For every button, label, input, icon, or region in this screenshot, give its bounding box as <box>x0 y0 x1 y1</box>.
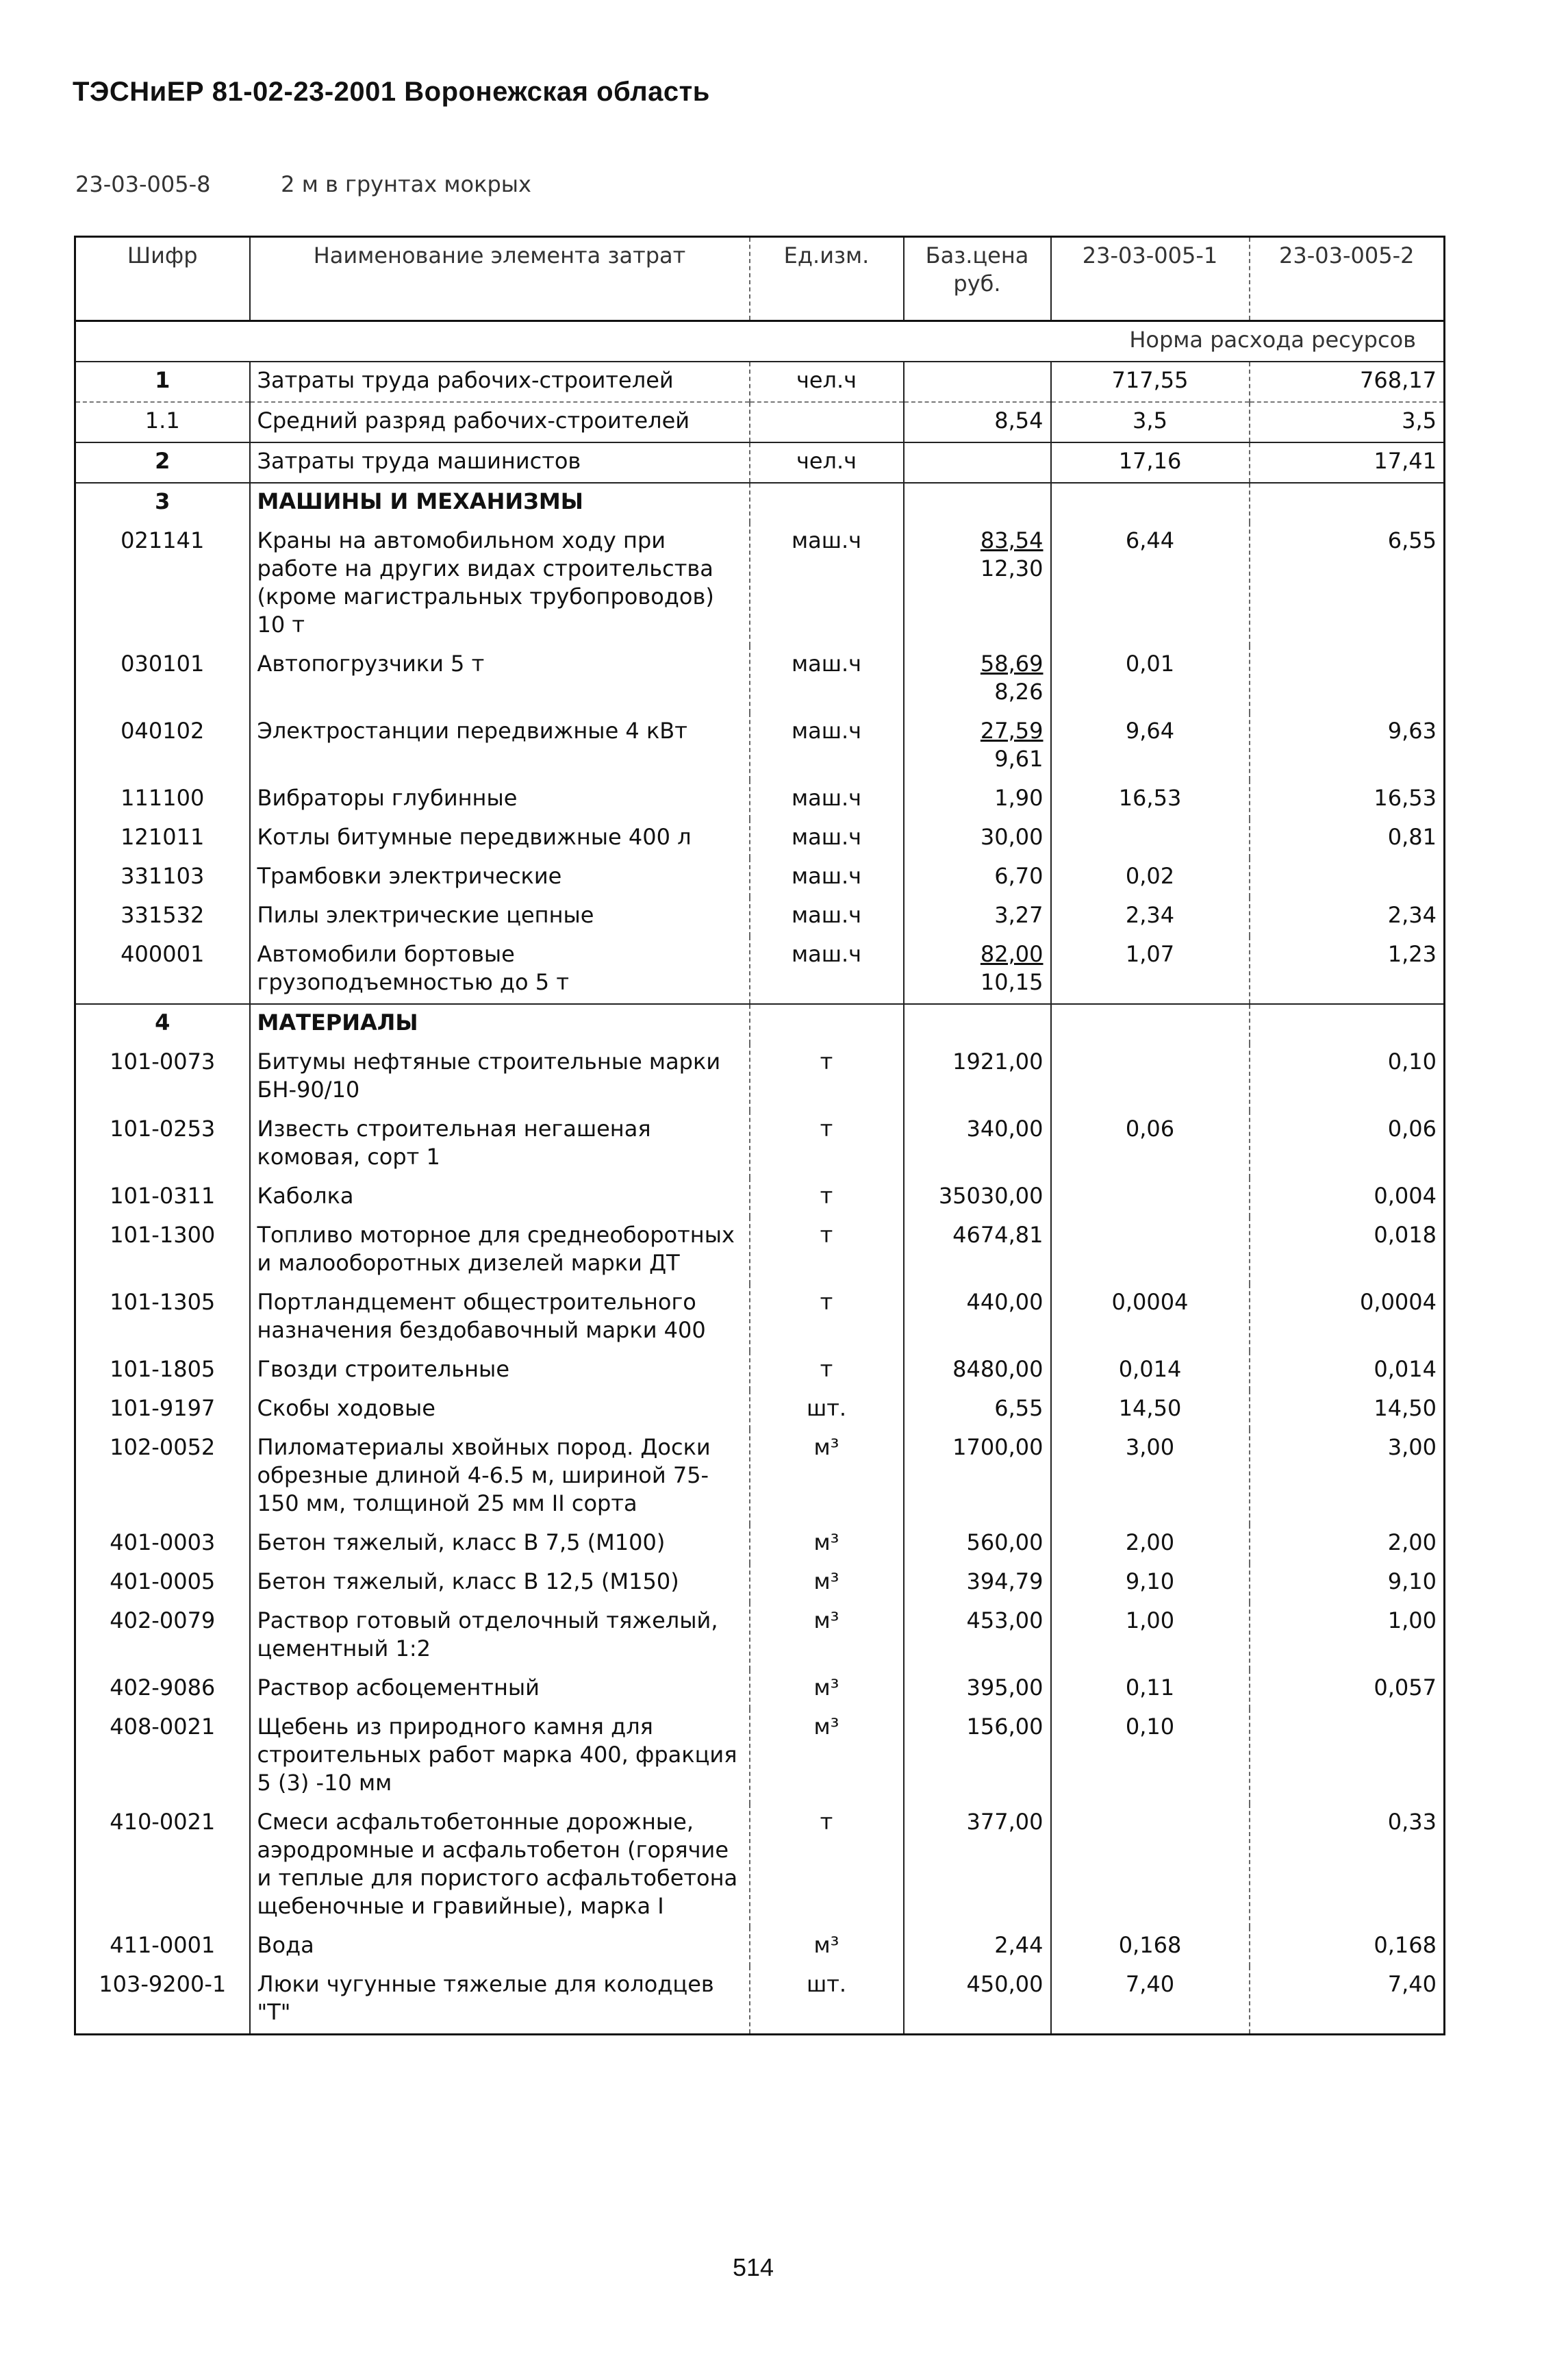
row-norm-2: 3,5 <box>1250 402 1445 442</box>
row-unit: маш.ч <box>750 523 904 646</box>
row-name: Скобы ходовые <box>250 1390 750 1429</box>
row-norm-2: 14,50 <box>1250 1390 1445 1429</box>
row-norm-2 <box>1250 858 1445 897</box>
row-unit: т <box>750 1217 904 1284</box>
row-norm-2: 0,81 <box>1250 819 1445 858</box>
row-unit: маш.ч <box>750 780 904 819</box>
row-unit: м³ <box>750 1603 904 1670</box>
row-price-value: 82,00 <box>980 941 1044 967</box>
table-row <box>75 1044 1445 1111</box>
row-price <box>904 1044 1051 1111</box>
row-price-value: 560,00 <box>966 1529 1044 1555</box>
row-norm-1: 0,11 <box>1051 1670 1250 1709</box>
section-row <box>75 1004 1445 1044</box>
row-price <box>904 1429 1051 1525</box>
row-norm-1: 3,00 <box>1051 1429 1250 1525</box>
row-price-value: 156,00 <box>966 1714 1044 1740</box>
row-name: Бетон тяжелый, класс В 12,5 (М150) <box>250 1564 750 1603</box>
row-norm-2: 17,41 <box>1250 442 1445 483</box>
row-code: 401-0005 <box>110 1568 216 1594</box>
row-norm-1: 17,16 <box>1051 442 1250 483</box>
row-code: 102-0052 <box>110 1434 216 1460</box>
row-price-value: 6,70 <box>994 863 1044 889</box>
row-norm-2: 0,168 <box>1250 1927 1445 1966</box>
row-name: Портландцемент общестроительного назначения бездобавочный марки 400 <box>250 1284 750 1351</box>
row-price <box>904 402 1051 442</box>
table-row <box>75 1966 1445 2035</box>
row-price <box>904 523 1051 646</box>
table-row <box>75 819 1445 858</box>
row-code: 101-0311 <box>110 1183 216 1209</box>
row-norm-1: 0,01 <box>1051 646 1250 713</box>
row-price <box>904 362 1051 402</box>
table-row <box>75 780 1445 819</box>
row-price-value: 453,00 <box>966 1607 1044 1633</box>
row-price-value: 395,00 <box>966 1675 1044 1701</box>
row-norm-1: 1,07 <box>1051 936 1250 1004</box>
row-norm-1: 0,014 <box>1051 1351 1250 1390</box>
table-row <box>75 1804 1445 1927</box>
norm-label: Норма расхода ресурсов <box>75 321 1445 362</box>
row-price <box>904 1178 1051 1217</box>
row-price-value: 3,27 <box>994 902 1044 928</box>
row-name: Пиломатериалы хвойных пород. Доски обрезные длиной 4-6.5 м, шириной 75-150 мм, толщиной 25 мм II сорта <box>250 1429 750 1525</box>
page-title: ТЭСНиЕР 81-02-23-2001 Воронежская область <box>73 77 710 107</box>
row-code: 402-0079 <box>110 1607 216 1633</box>
table-row <box>75 1111 1445 1178</box>
row-price <box>904 1670 1051 1709</box>
col-header-code: Шифр <box>75 237 250 321</box>
row-name: Щебень из природного камня для строительных работ марка 400, фракция 5 (3) -10 мм <box>250 1709 750 1804</box>
row-price-value: 8480,00 <box>952 1356 1044 1382</box>
table-row <box>75 1284 1445 1351</box>
row-price-wage: 10,15 <box>980 969 1044 995</box>
row-norm-2 <box>1250 1004 1445 1044</box>
row-price-value: 83,54 <box>980 527 1044 553</box>
row-price-value: 450,00 <box>966 1971 1044 1997</box>
row-norm-1: 0,02 <box>1051 858 1250 897</box>
row-unit: т <box>750 1044 904 1111</box>
row-unit: маш.ч <box>750 646 904 713</box>
row-unit: м³ <box>750 1525 904 1564</box>
row-price <box>904 1804 1051 1927</box>
row-name: Вода <box>250 1927 750 1966</box>
row-norm-1 <box>1051 1217 1250 1284</box>
row-price-value: 30,00 <box>980 824 1044 850</box>
row-price <box>904 1564 1051 1603</box>
row-code: 101-1305 <box>110 1289 216 1315</box>
row-norm-2: 1,00 <box>1250 1603 1445 1670</box>
row-price-wage: 9,61 <box>994 746 1044 772</box>
row-unit: т <box>750 1111 904 1178</box>
row-code: 1 <box>75 362 250 402</box>
row-name: Раствор готовый отделочный тяжелый, цементный 1:2 <box>250 1603 750 1670</box>
row-price-value: 2,44 <box>994 1932 1044 1958</box>
row-price <box>904 1111 1051 1178</box>
row-norm-2: 0,0004 <box>1250 1284 1445 1351</box>
row-code: 400001 <box>121 941 205 967</box>
row-norm-1 <box>1051 483 1250 523</box>
row-name: Трамбовки электрические <box>250 858 750 897</box>
row-price <box>904 1217 1051 1284</box>
row-norm-2 <box>1250 646 1445 713</box>
col-header-name: Наименование элемента затрат <box>250 237 750 321</box>
row-code: 040102 <box>121 718 205 744</box>
row-unit: м³ <box>750 1709 904 1804</box>
col-header-norm-2: 23-03-005-2 <box>1250 237 1445 321</box>
row-unit: маш.ч <box>750 897 904 936</box>
table-header-row <box>75 237 1445 321</box>
row-price <box>904 442 1051 483</box>
table-row <box>75 1351 1445 1390</box>
row-price <box>904 483 1051 523</box>
row-price <box>904 646 1051 713</box>
row-norm-1: 6,44 <box>1051 523 1250 646</box>
table-row <box>75 1178 1445 1217</box>
section-row <box>75 483 1445 523</box>
row-unit: т <box>750 1804 904 1927</box>
row-code: 101-0073 <box>110 1049 216 1075</box>
row-name: Электростанции передвижные 4 кВт <box>250 713 750 780</box>
row-norm-2 <box>1250 1709 1445 1804</box>
row-name: Пилы электрические цепные <box>250 897 750 936</box>
row-norm-1 <box>1051 1044 1250 1111</box>
row-name: Битумы нефтяные строительные марки БН-90/10 <box>250 1044 750 1111</box>
row-norm-2: 9,10 <box>1250 1564 1445 1603</box>
row-norm-1: 9,64 <box>1051 713 1250 780</box>
row-price-wage: 12,30 <box>980 555 1044 581</box>
table-row <box>75 1670 1445 1709</box>
table-row <box>75 1564 1445 1603</box>
row-code: 111100 <box>121 785 205 811</box>
row-price <box>904 1004 1051 1044</box>
row-unit <box>750 402 904 442</box>
row-price-value: 377,00 <box>966 1809 1044 1835</box>
row-price-value: 340,00 <box>966 1116 1044 1142</box>
row-price <box>904 1709 1051 1804</box>
row-norm-2: 0,014 <box>1250 1351 1445 1390</box>
row-norm-2: 2,34 <box>1250 897 1445 936</box>
row-unit: т <box>750 1178 904 1217</box>
row-norm-1: 0,10 <box>1051 1709 1250 1804</box>
row-price-value: 440,00 <box>966 1289 1044 1315</box>
row-norm-1: 7,40 <box>1051 1966 1250 2035</box>
row-code: 331532 <box>121 902 205 928</box>
row-norm-1: 9,10 <box>1051 1564 1250 1603</box>
row-code: 101-1300 <box>110 1222 216 1248</box>
row-price-value: 1,90 <box>994 785 1044 811</box>
table-row <box>75 1709 1445 1804</box>
row-unit: чел.ч <box>750 442 904 483</box>
col-header-unit: Ед.изм. <box>750 237 904 321</box>
row-norm-1: 0,168 <box>1051 1927 1250 1966</box>
row-unit: т <box>750 1351 904 1390</box>
row-name: Вибраторы глубинные <box>250 780 750 819</box>
row-price-value: 1921,00 <box>952 1049 1044 1075</box>
row-unit: шт. <box>750 1966 904 2035</box>
row-code: 101-9197 <box>110 1395 216 1421</box>
subheading-code: 23-03-005-8 <box>75 171 211 197</box>
row-name: МАШИНЫ И МЕХАНИЗМЫ <box>250 483 750 523</box>
row-norm-2 <box>1250 483 1445 523</box>
row-norm-2: 0,10 <box>1250 1044 1445 1111</box>
table-row <box>75 442 1445 483</box>
row-norm-1: 717,55 <box>1051 362 1250 402</box>
table-row <box>75 1390 1445 1429</box>
row-code: 401-0003 <box>110 1529 216 1555</box>
row-name: Затраты труда рабочих-строителей <box>250 362 750 402</box>
row-norm-2: 0,057 <box>1250 1670 1445 1709</box>
row-price <box>904 1927 1051 1966</box>
page-number: 514 <box>733 2253 774 2281</box>
table-subheading <box>75 171 531 197</box>
row-price <box>904 1525 1051 1564</box>
table-row <box>75 713 1445 780</box>
row-code: 331103 <box>121 863 205 889</box>
row-price <box>904 780 1051 819</box>
row-name: Бетон тяжелый, класс В 7,5 (М100) <box>250 1525 750 1564</box>
resource-table <box>74 236 1445 2035</box>
table-row <box>75 1927 1445 1966</box>
row-norm-1: 3,5 <box>1051 402 1250 442</box>
row-unit: м³ <box>750 1564 904 1603</box>
row-norm-1: 2,00 <box>1051 1525 1250 1564</box>
row-price <box>904 936 1051 1004</box>
row-name: Каболка <box>250 1178 750 1217</box>
row-name: Гвозди строительные <box>250 1351 750 1390</box>
row-norm-1: 1,00 <box>1051 1603 1250 1670</box>
table-row <box>75 1429 1445 1525</box>
row-price <box>904 858 1051 897</box>
row-norm-2: 7,40 <box>1250 1966 1445 2035</box>
row-unit: м³ <box>750 1927 904 1966</box>
row-code: 021141 <box>121 527 205 553</box>
table-row <box>75 402 1445 442</box>
table-row <box>75 858 1445 897</box>
row-unit: м³ <box>750 1670 904 1709</box>
row-norm-1: 14,50 <box>1051 1390 1250 1429</box>
row-code: 101-0253 <box>110 1116 216 1142</box>
row-unit: маш.ч <box>750 858 904 897</box>
row-unit: шт. <box>750 1390 904 1429</box>
row-name: Автопогрузчики 5 т <box>250 646 750 713</box>
row-unit <box>750 1004 904 1044</box>
row-norm-2: 0,018 <box>1250 1217 1445 1284</box>
row-price <box>904 819 1051 858</box>
row-code: 4 <box>75 1004 250 1044</box>
row-price-value: 4674,81 <box>952 1222 1044 1248</box>
row-unit: т <box>750 1284 904 1351</box>
row-norm-1: 0,06 <box>1051 1111 1250 1178</box>
row-code: 121011 <box>121 824 205 850</box>
row-norm-2: 16,53 <box>1250 780 1445 819</box>
row-unit: маш.ч <box>750 713 904 780</box>
row-price-value: 58,69 <box>980 651 1044 677</box>
row-norm-1 <box>1051 819 1250 858</box>
row-norm-1: 16,53 <box>1051 780 1250 819</box>
row-name: Смеси асфальтобетонные дорожные, аэродромные и асфальтобетон (горячие и теплые для пористого асфальтобетона щебеночные и гравийные), марка I <box>250 1804 750 1927</box>
row-price-value: 8,54 <box>994 407 1044 434</box>
row-code: 402-9086 <box>110 1675 216 1701</box>
table-row <box>75 936 1445 1004</box>
row-norm-1: 2,34 <box>1051 897 1250 936</box>
row-norm-1: 0,0004 <box>1051 1284 1250 1351</box>
row-norm-2: 768,17 <box>1250 362 1445 402</box>
table-row <box>75 646 1445 713</box>
row-unit <box>750 483 904 523</box>
row-norm-2: 6,55 <box>1250 523 1445 646</box>
row-norm-2: 0,004 <box>1250 1178 1445 1217</box>
row-unit: чел.ч <box>750 362 904 402</box>
row-price <box>904 1351 1051 1390</box>
row-code: 3 <box>75 483 250 523</box>
row-price-wage: 8,26 <box>994 679 1044 705</box>
row-norm-1 <box>1051 1804 1250 1927</box>
col-header-norm-1: 23-03-005-1 <box>1051 237 1250 321</box>
row-name: МАТЕРИАЛЫ <box>250 1004 750 1044</box>
table-body <box>75 321 1445 2035</box>
row-price-value: 394,79 <box>966 1568 1044 1594</box>
row-name: Котлы битумные передвижные 400 л <box>250 819 750 858</box>
row-code: 2 <box>75 442 250 483</box>
row-unit: маш.ч <box>750 936 904 1004</box>
row-name: Краны на автомобильном ходу при работе на других видах строительства (кроме магистральных трубопроводов) 10 т <box>250 523 750 646</box>
row-norm-2: 0,33 <box>1250 1804 1445 1927</box>
row-price <box>904 1966 1051 2035</box>
row-name: Средний разряд рабочих-строителей <box>250 402 750 442</box>
row-code: 030101 <box>121 651 205 677</box>
row-price <box>904 1603 1051 1670</box>
row-code: 410-0021 <box>110 1809 216 1835</box>
table-row <box>75 897 1445 936</box>
row-code: 103-9200-1 <box>99 1971 227 1997</box>
row-norm-2: 0,06 <box>1250 1111 1445 1178</box>
row-name: Затраты труда машинистов <box>250 442 750 483</box>
table-row <box>75 523 1445 646</box>
row-name: Известь строительная негашеная комовая, сорт 1 <box>250 1111 750 1178</box>
row-price <box>904 713 1051 780</box>
row-norm-2: 3,00 <box>1250 1429 1445 1525</box>
table-row <box>75 362 1445 402</box>
row-unit: маш.ч <box>750 819 904 858</box>
row-price-value: 35030,00 <box>938 1183 1044 1209</box>
row-price <box>904 1284 1051 1351</box>
row-name: Топливо моторное для среднеоборотных и малооборотных дизелей марки ДТ <box>250 1217 750 1284</box>
row-norm-2: 9,63 <box>1250 713 1445 780</box>
row-code: 408-0021 <box>110 1714 216 1740</box>
norm-label-row <box>75 321 1445 362</box>
row-price-value: 27,59 <box>980 718 1044 744</box>
table-row <box>75 1217 1445 1284</box>
subheading-text: 2 м в грунтах мокрых <box>281 171 531 197</box>
table-row <box>75 1525 1445 1564</box>
row-code: 1.1 <box>75 402 250 442</box>
row-code: 101-1805 <box>110 1356 216 1382</box>
row-unit: м³ <box>750 1429 904 1525</box>
row-name: Раствор асбоцементный <box>250 1670 750 1709</box>
row-price-value: 6,55 <box>994 1395 1044 1421</box>
row-name: Автомобили бортовые грузоподъемностью до 5 т <box>250 936 750 1004</box>
table-row <box>75 1603 1445 1670</box>
row-name: Люки чугунные тяжелые для колодцев "Т" <box>250 1966 750 2035</box>
row-norm-2: 1,23 <box>1250 936 1445 1004</box>
row-code: 411-0001 <box>110 1932 216 1958</box>
row-norm-1 <box>1051 1178 1250 1217</box>
col-header-price: Баз.цена руб. <box>904 237 1051 321</box>
row-norm-2: 2,00 <box>1250 1525 1445 1564</box>
row-price-value: 1700,00 <box>952 1434 1044 1460</box>
row-price <box>904 1390 1051 1429</box>
row-price <box>904 897 1051 936</box>
row-norm-1 <box>1051 1004 1250 1044</box>
